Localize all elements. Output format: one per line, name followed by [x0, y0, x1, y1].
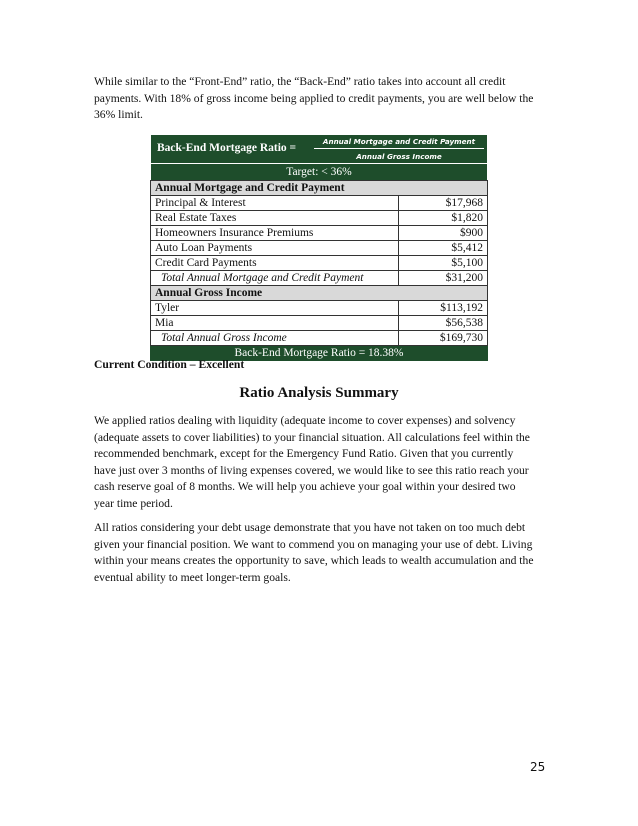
- ratio-result: Back-End Mortgage Ratio = 18.38%: [150, 346, 488, 361]
- table-row: [151, 196, 488, 211]
- total-amount: $31,200: [399, 271, 488, 286]
- row-label: Homeowners Insurance Premiums: [151, 226, 399, 241]
- table-row: [151, 301, 488, 316]
- row-amount: $17,968: [399, 196, 488, 211]
- total-amount: $169,730: [399, 331, 488, 346]
- row-amount: $56,538: [399, 316, 488, 331]
- total-label: Total Annual Mortgage and Credit Payment: [151, 271, 399, 286]
- ratio-table-body: [150, 180, 488, 346]
- row-label: Credit Card Payments: [151, 256, 399, 271]
- table-row: [151, 256, 488, 271]
- row-amount: $5,412: [399, 241, 488, 256]
- ratio-formula-header: [150, 134, 488, 164]
- total-label: Total Annual Gross Income: [151, 331, 399, 346]
- current-condition: Current Condition – Excellent: [94, 358, 245, 371]
- page-number: 25: [530, 760, 546, 774]
- table-row: [151, 241, 488, 256]
- row-amount: $1,820: [399, 211, 488, 226]
- intro-paragraph: While similar to the “Front-End” ratio, the “Back-End” ratio takes into account all credit payments. With 18% of gross income being applied to credit payments, you are well below the 36% limit.: [94, 75, 534, 122]
- summary-paragraph-1: We applied ratios dealing with liquidity (adequate income to cover expenses) and solvency (adequate assets to cover liabilities) to your financial situation. All calculations feel within the recommended benchmark, except for the Emergency Fund Ratio. Given that you currently have just over 3 months of living expenses covered, we would like to see this ratio reach your cash reserve goal of 8 months. We will help you achieve your goal within your desired two year time period.: [94, 414, 530, 510]
- row-label: Auto Loan Payments: [151, 241, 399, 256]
- total-row-income: [151, 331, 488, 346]
- row-label: Principal & Interest: [151, 196, 399, 211]
- row-amount: $113,192: [399, 301, 488, 316]
- formula-label: Back-End Mortgage Ratio =: [157, 142, 297, 154]
- table-row: [151, 211, 488, 226]
- summary-paragraph-2: All ratios considering your debt usage demonstrate that you have not taken on too much debt given your financial position. We want to commend you on managing your use of debt. Living within your means creates the opportunity to save, which leads to wealth accumulation and the eventual ability to meet longer-term goals.: [94, 521, 534, 584]
- section-title: Ratio Analysis Summary: [239, 385, 399, 401]
- row-label: Tyler: [151, 301, 399, 316]
- total-row-payments: [151, 271, 488, 286]
- table-row: [151, 226, 488, 241]
- row-label: Real Estate Taxes: [151, 211, 399, 226]
- row-amount: $5,100: [399, 256, 488, 271]
- back-end-ratio-table: [150, 134, 488, 361]
- table-row: [151, 316, 488, 331]
- row-amount: $900: [399, 226, 488, 241]
- row-label: Mia: [151, 316, 399, 331]
- formula-denominator: Annual Gross Income: [356, 152, 442, 161]
- formula-fraction: [314, 137, 484, 161]
- section-heading-income: Annual Gross Income: [151, 286, 488, 301]
- formula-numerator: Annual Mortgage and Credit Payment: [314, 137, 484, 149]
- section-heading-payments: Annual Mortgage and Credit Payment: [151, 181, 488, 196]
- target-row: Target: < 36%: [150, 164, 488, 180]
